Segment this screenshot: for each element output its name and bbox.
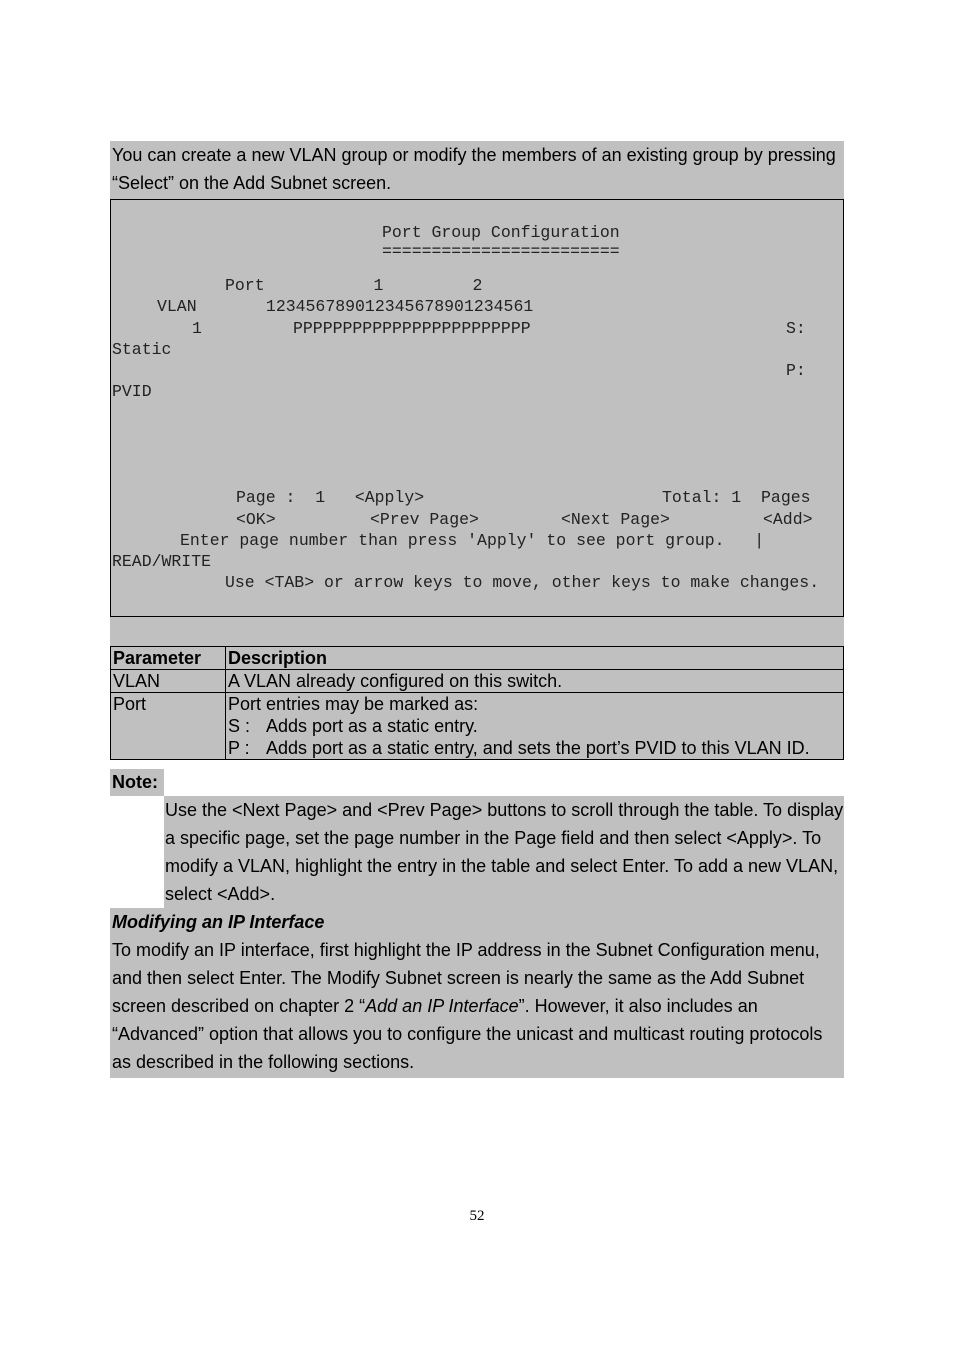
vlan-header: VLAN 123456789012345678901234561 [157, 297, 534, 316]
prev-page-button[interactable]: <Prev Page> [370, 510, 479, 529]
row-desc: A VLAN already configured on this switch. [226, 670, 844, 693]
row-desc: Port entries may be marked as: [228, 694, 479, 714]
static-entry-line [228, 715, 841, 737]
section-body-end: ”. However, it also includes an “Advanced” option that allows you to configure the unicast and multicast routing protocols as described in the following sections. [112, 996, 823, 1072]
s-key: S : [228, 716, 251, 736]
terminal-screen [110, 199, 844, 617]
row-desc-block [226, 693, 844, 760]
pvid-entry-line [228, 737, 841, 759]
spacer-band [110, 617, 844, 647]
s-value: Adds port as a static entry. [266, 716, 478, 736]
keys-hint: Use <TAB> or arrow keys to move, other keys to make changes. [225, 573, 820, 592]
header-parameter: Parameter [111, 647, 226, 670]
total-pages: Total: 1 Pages [662, 488, 811, 507]
legend-s-value: Static [112, 340, 172, 359]
row-param: VLAN [111, 670, 226, 693]
row-param: Port [111, 693, 226, 760]
section-title: Modifying an IP Interface [112, 912, 325, 932]
parameter-table [110, 646, 844, 760]
table-row [111, 693, 844, 760]
p-value: Adds port as a static entry, and sets the port’s PVID to this VLAN ID. [266, 738, 810, 758]
next-page-button[interactable]: <Next Page> [561, 510, 670, 529]
table-row [111, 670, 844, 693]
hint-line: Enter page number than press 'Apply' to see port group. | [180, 531, 765, 550]
legend-p-key: P: [786, 361, 806, 380]
legend-p-value: PVID [112, 382, 152, 401]
intro-paragraph: You can create a new VLAN group or modify the members of an existing group by pressing “Select” on the Add Subnet screen. [110, 141, 844, 199]
legend-s-key: S: [786, 319, 806, 338]
section-body-start: To modify an IP interface, first highlight the IP address in the Subnet Configuration menu, and then select Enter. The Modify Subnet screen is nearly the same as the Add Subnet screen described on chapter 2 “ [112, 940, 820, 1016]
note-body: Use the <Next Page> and <Prev Page> buttons to scroll through the table. To display a specific page, set the page number in the Page field and then select <Apply>. To modify a VLAN, highlight the entry in the table and select Enter. To add a new VLAN, select <Add>. [164, 796, 844, 908]
vlan-row-members[interactable]: PPPPPPPPPPPPPPPPPPPPPPPP [293, 319, 531, 338]
terminal-title-underline: ======================== [382, 242, 620, 261]
header-description: Description [226, 647, 844, 670]
page-field[interactable]: Page : 1 <Apply> [236, 488, 425, 507]
port-header: Port 1 2 [225, 276, 483, 295]
ok-button[interactable]: <OK> [236, 510, 276, 529]
vlan-row-id[interactable]: 1 [192, 319, 202, 338]
mode-indicator: READ/WRITE [112, 552, 212, 571]
section-modifying-ip [110, 908, 844, 1078]
note-label: Note: [110, 769, 164, 796]
section-body-reference: Add an IP Interface [365, 996, 519, 1016]
terminal-title: Port Group Configuration [382, 223, 620, 242]
p-key: P : [228, 738, 250, 758]
page-number: 52 [469, 1208, 485, 1224]
table-header-row [111, 647, 844, 670]
section-body [112, 936, 844, 1076]
add-button[interactable]: <Add> [763, 510, 813, 529]
